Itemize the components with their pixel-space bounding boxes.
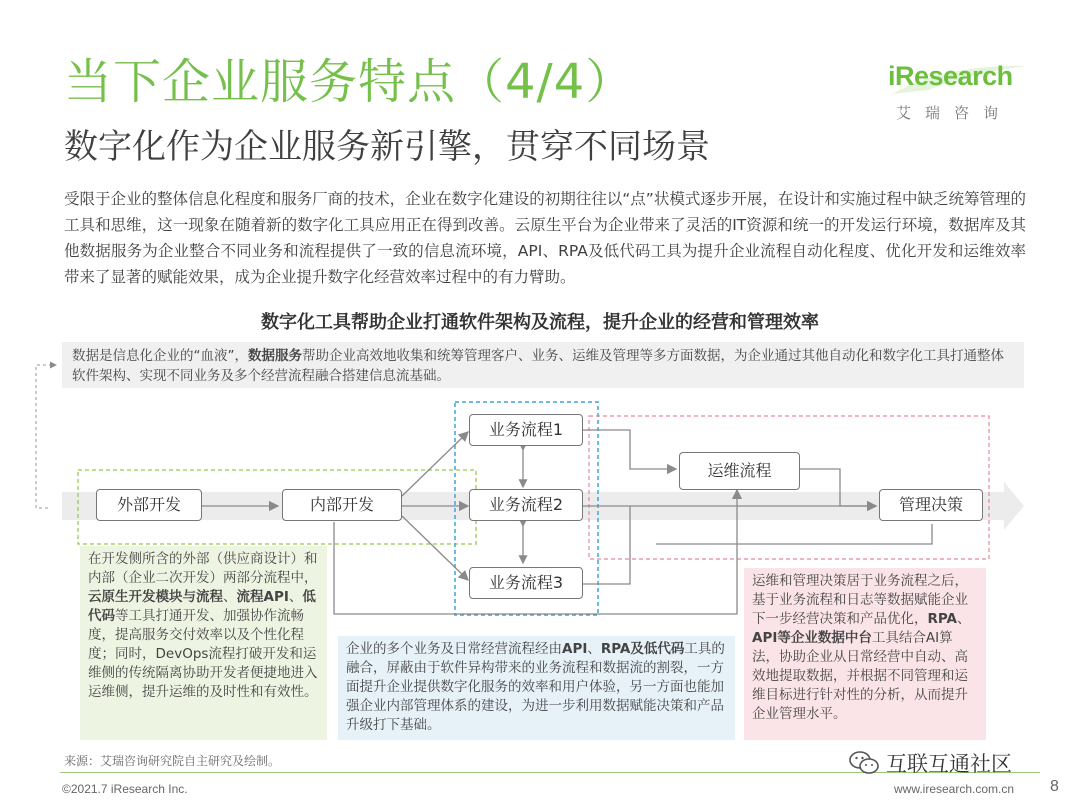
- arrow-mgmt-feedback: [656, 524, 932, 544]
- node-biz-flow-3: 业务流程3: [469, 567, 583, 599]
- feedback-connector: [36, 365, 56, 508]
- data-service-note-text: 数据是信息化企业的“血液”，: [72, 348, 248, 364]
- node-mgmt-decision: 管理决策: [879, 489, 983, 521]
- biz-note-text-3: 工具的融合，屏蔽由于软件异构带来的业务流程和数据流的割裂，一方面提升企业提供数字化服务的效率和用户体验，另一方面也能加强企业内部管理体系的建设，为进一步利用数据赋能决策和产品升级打下基础。: [346, 641, 725, 733]
- diagram-title: 数字化工具帮助企业打通软件架构及流程，提升企业的经营和管理效率: [261, 312, 819, 333]
- node-internal-dev: 内部开发: [282, 489, 402, 521]
- node-biz-flow-1: 业务流程1: [469, 414, 583, 446]
- dev-note-text-3: 、: [288, 589, 303, 605]
- ops-note-text-2: 、: [957, 611, 971, 627]
- watermark-text: 互联互通社区: [886, 752, 1012, 776]
- ops-mgmt-note: [744, 568, 986, 740]
- logo-brand: iResearch: [888, 61, 1013, 91]
- arrow-biz-to-ops: [583, 430, 676, 469]
- dev-note-text-4: 等工具打通开发、加强协作流畅度，提高服务交付效率以及个性化程度；同时，DevOps流程打破开发和运维侧的传统隔离协助开发者便捷地进入运维侧，提升运维的及时性和有效性。: [88, 608, 318, 700]
- biz-note-bold-2: RPA及低代码: [600, 641, 685, 657]
- dev-note-bold-1: 云原生开发模块与流程: [88, 589, 223, 605]
- data-service-note-bold: 数据服务: [248, 348, 302, 364]
- data-service-note-text-2: 帮助企业高效地收集和统筹管理客户、业务、运维及管理等多方面数据，为企业通过其他自动化和数字化工具打通整体软件架构、实现不同业务及多个经营流程融合搭建信息流基础。: [72, 348, 1004, 384]
- page-subtitle: 数字化作为企业服务新引擎，贯穿不同场景: [64, 127, 710, 167]
- wechat-icon: [848, 749, 880, 777]
- biz-note-text-1: 企业的多个业务及日常经营流程经由: [346, 641, 562, 657]
- biz-flow-note: [338, 636, 735, 740]
- arrow-internal-to-biz3: [402, 516, 468, 580]
- website-link[interactable]: www.iresearch.com.cn: [894, 782, 1015, 796]
- node-biz-flow-2: 业务流程2: [469, 489, 583, 521]
- dev-side-note: [80, 546, 327, 740]
- intro-paragraph: 受限于企业的整体信息化程度和服务厂商的技术，企业在数字化建设的初期往往以“点”状模式逐步开展，在设计和实施过程中缺乏统筹管理的工具和思维，这一现象在随着新的数字化工具应用正在得到改善。云原生平台为企业带来了灵活的IT资源和统一的开发运行环境，数据库及其他数据服务为企业整合不同业务和流程提供了一致的信息流环境，API、RPA及低代码工具为提升企业流程自动化程度、优化开发和运维效率带来了显著的赋能效果，成为企业提升数字化经营效率过程中的有力臂助。: [64, 190, 1026, 286]
- biz-note-text-2: 、: [587, 641, 601, 657]
- arrow-internal-to-biz1: [402, 432, 468, 496]
- biz-note-bold-1: API: [562, 641, 588, 657]
- ops-note-bold-1: RPA: [927, 611, 957, 627]
- ops-note-text-1: 运维和管理决策居于业务流程之后，基于业务流程和日志等数据赋能企业下一步经营决策和产品优化，: [752, 573, 968, 627]
- page-title: 当下企业服务特点（4/4）: [64, 54, 635, 110]
- watermark: [848, 748, 1012, 778]
- page-number: 8: [1050, 778, 1059, 795]
- logo-brand-cn: 艾瑞咨询: [896, 104, 1013, 122]
- ops-note-text-3: 工具结合AI算法，协助企业从日常经营中自动、高效地提取数据，并根据不同管理和运维目标进行针对性的分析，从而提升企业管理水平。: [752, 630, 968, 722]
- source-note: 来源：艾瑞咨询研究院自主研究及绘制。: [64, 754, 281, 768]
- dev-note-bold-3: 低代码: [88, 589, 316, 624]
- dev-note-text-2: 、: [223, 589, 237, 605]
- node-external-dev: 外部开发: [96, 489, 202, 521]
- dev-note-bold-2: 流程API: [236, 589, 289, 605]
- ops-note-bold-2: API等企业数据中台: [752, 630, 872, 646]
- dev-note-text-1: 在开发侧所含的外部（供应商设计）和内部（企业二次开发）两部分流程中，: [88, 551, 318, 586]
- node-ops-flow: 运维流程: [679, 452, 800, 490]
- copyright: ©2021.7 iResearch Inc.: [62, 782, 188, 796]
